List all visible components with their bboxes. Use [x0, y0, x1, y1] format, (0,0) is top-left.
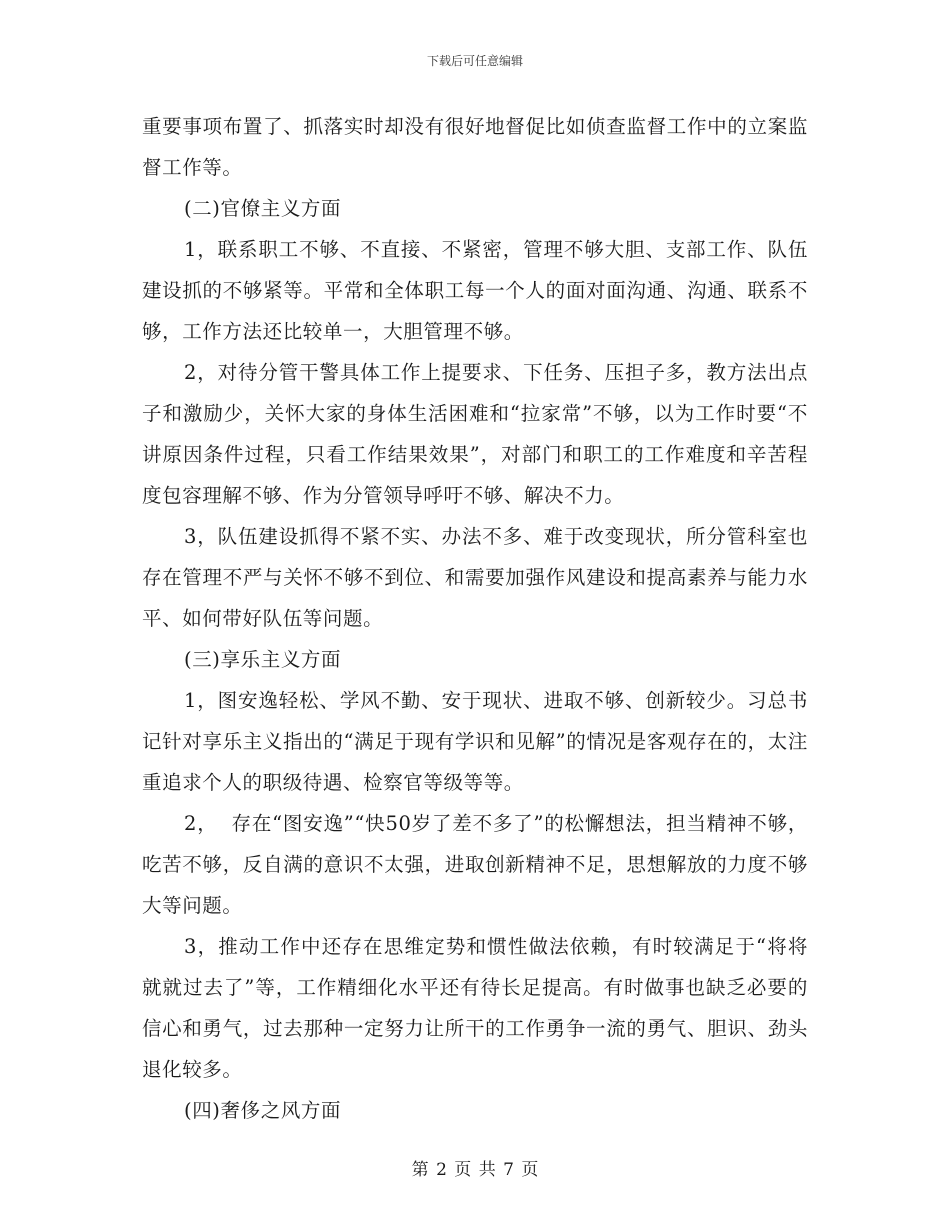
paragraph-hedonism-3: 3，推动工作中还存在思维定势和惯性做法依赖，有时较满足于“将将就就过去了”等，工作精细化水平还有待长足提高。有时做事也缺乏必要的信心和勇气，过去那种一定努力让所干的工作勇争一流的勇气、胆识、劲头退化较多。 [142, 935, 808, 1081]
section-heading-bureaucratism: (二)官僚主义方面 [184, 197, 342, 220]
paragraph-hedonism-2: 2， 存在“图安逸”“快50岁了差不多了”的松懈想法，担当精神不够，吃苦不够，反自满的意识不太强，进取创新精神不足，思想解放的力度不够大等问题。 [142, 812, 808, 917]
paragraph-bureaucratism-1: 1，联系职工不够、不直接、不紧密，管理不够大胆、支部工作、队伍建设抓的不够紧等。平常和全体职工每一个人的面对面沟通、沟通、联系不够，工作方法还比较单一，大胆管理不够。 [142, 238, 808, 343]
section-heading-hedonism: (三)享乐主义方面 [184, 648, 342, 671]
page-header-note: 下载后可任意编辑 [426, 54, 523, 68]
section-heading-extravagance: (四)奢侈之风方面 [184, 1099, 342, 1122]
paragraph-bureaucratism-2: 2，对待分管干警具体工作上提要求、下任务、压担子多，教方法出点子和激励少，关怀大家的身体生活困难和“拉家常”不够，以为工作时要“不讲原因条件过程，只看工作结果效果”，对部门和职工的工作难度和辛苦程度包容理解不够、作为分管领导呼吁不够、解决不力。 [142, 361, 808, 507]
paragraph-hedonism-1: 1，图安逸轻松、学风不勤、安于现状、进取不够、创新较少。习总书记针对享乐主义指出的“满足于现有学识和见解”的情况是客观存在的，太注重追求个人的职级待遇、检察官等级等等。 [142, 689, 808, 794]
page-number-footer: 第 2 页 共 7 页 [411, 1160, 539, 1180]
document-body [142, 106, 808, 1131]
paragraph-continuation: 重要事项布置了、抓落实时却没有很好地督促比如侦查监督工作中的立案监督工作等。 [142, 115, 808, 179]
paragraph-bureaucratism-3: 3，队伍建设抓得不紧不实、办法不多、难于改变现状，所分管科室也存在管理不严与关怀不够不到位、和需要加强作风建设和提高素养与能力水平、如何带好队伍等问题。 [142, 525, 808, 630]
